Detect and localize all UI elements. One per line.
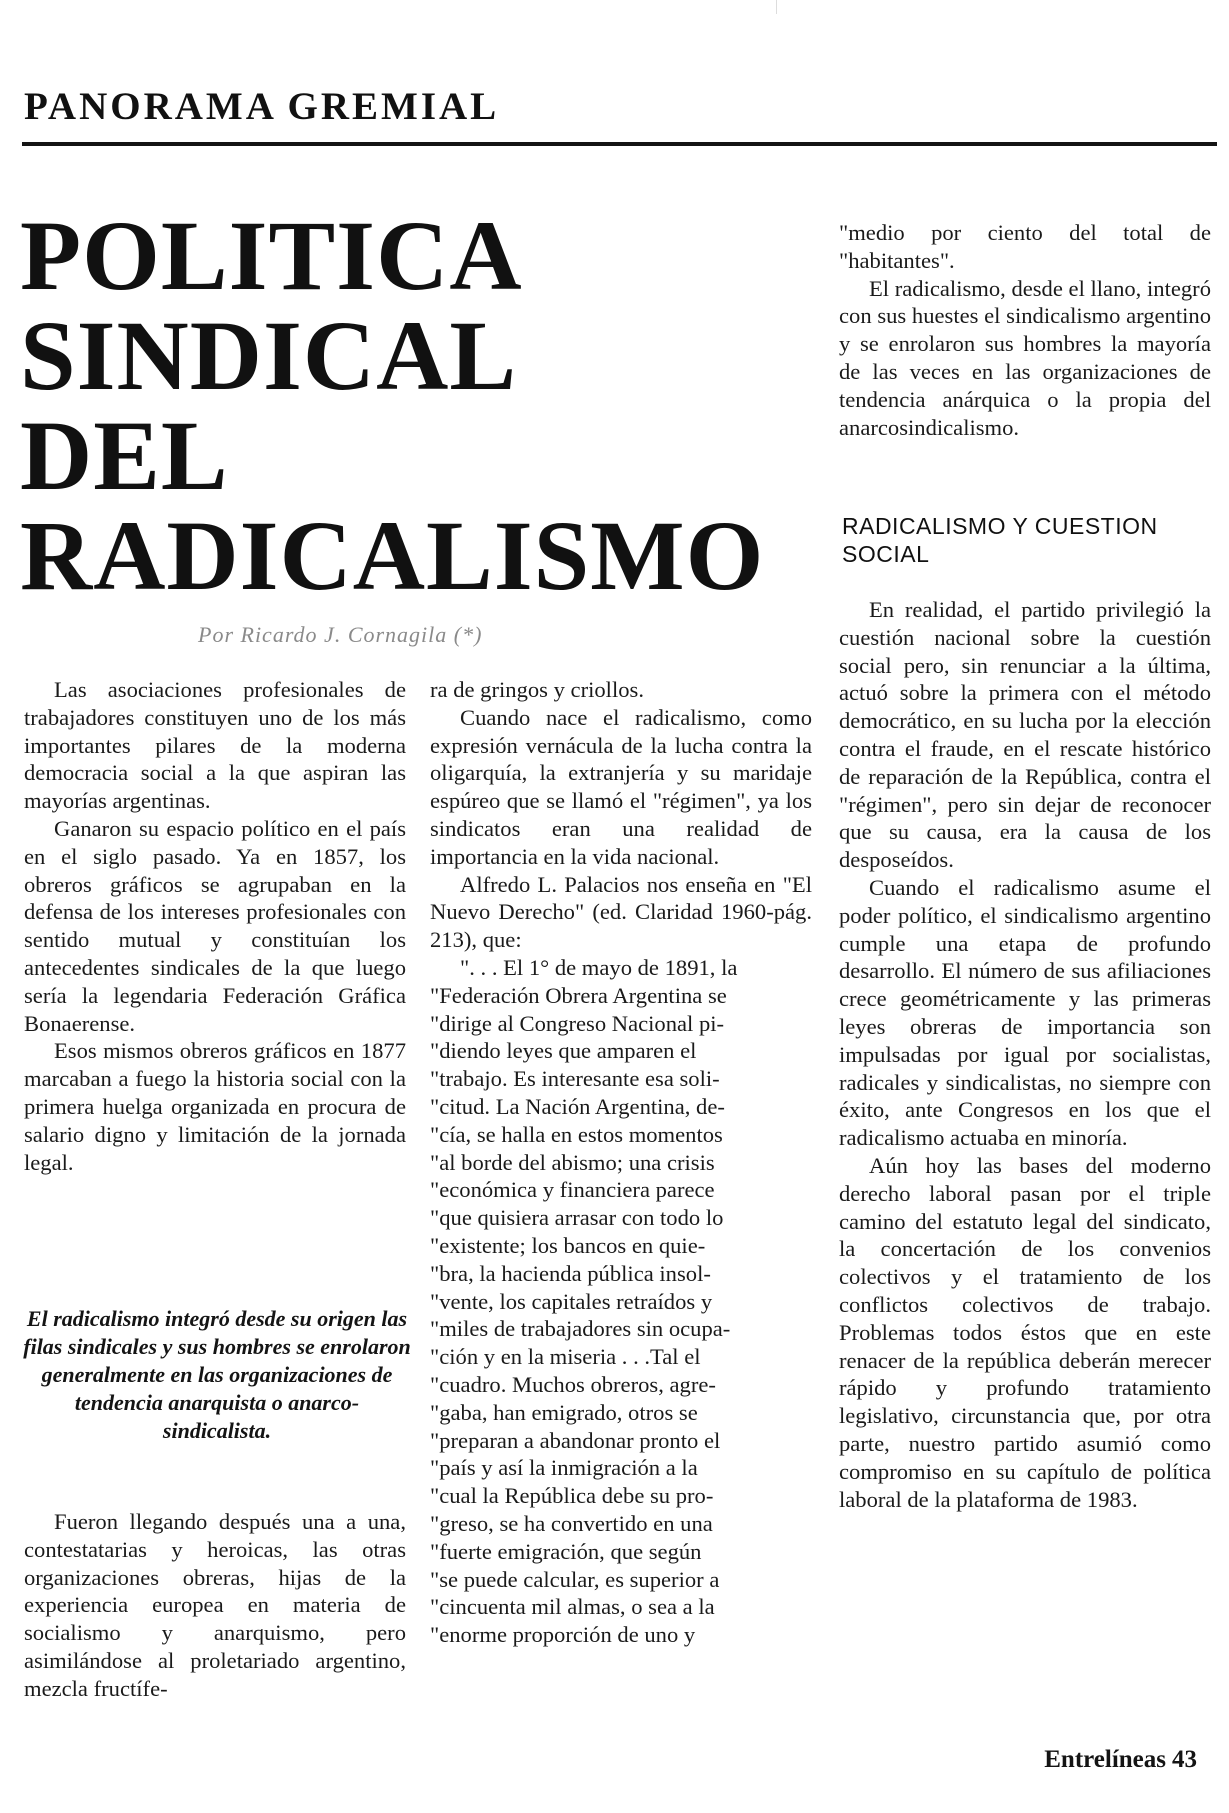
paragraph: Esos mismos obreros gráficos en 1877 marcaban a fuego la historia social con la primera huelga organizada en procura de salario digno y limitación de la jornada legal. [24, 1038, 406, 1175]
quote-line: "existente; los bancos en quie- [430, 1232, 706, 1258]
column-1-continued [24, 1508, 406, 1703]
quote-line: "cía, se halla en estos momentos [430, 1121, 723, 1147]
block-quote [430, 954, 812, 1649]
quote-line: "enorme proporción de uno y [430, 1622, 696, 1648]
quote-line: "diendo leyes que amparen el [430, 1038, 697, 1064]
quote-line: "fuerte emigración, que según [430, 1538, 702, 1564]
headline-line: POLITICA [20, 200, 523, 311]
quote-line: "greso, se ha convertido en una [430, 1510, 713, 1536]
paragraph: Aún hoy las bases del moderno derecho laboral pasan por el triple camino del estatuto legal del sindicato, la concertación de los convenios colectivos y el tratamiento de los conflictos colectivos de trabajo. Problemas todos éstos que en este renacer de la república deberán merecer rápido y profundo tratamiento legislativo, circunstancia que, por otra parte, nuestro partido asumió como compromiso en su capítulo de política laboral de la plataforma de 1983. [839, 1152, 1211, 1512]
author-byline: Por Ricardo J. Cornagila (*) [198, 622, 483, 647]
headline-line: RADICALISMO [20, 500, 765, 611]
column-3-continued [839, 596, 1211, 1513]
quote-line: ". . . El 1° de mayo de 1891, la [460, 954, 738, 980]
quote-line: "trabajo. Es interesante esa soli- [430, 1066, 720, 1092]
headline-line: SINDICAL [20, 300, 518, 411]
quote-line: "ción y en la miseria . . .Tal el [430, 1344, 701, 1370]
paragraph: Fueron llegando después una a una, contestatarias y heroicas, las otras organizaciones obreras, hijas de la experiencia europea en materia de socialismo y anarquismo, pero asimilándose al proletariado argentino, mezcla fructífe- [24, 1509, 406, 1701]
page-footer [1044, 1746, 1197, 1774]
paragraph: El radicalismo, desde el llano, integró con sus huestes el sindicalismo argentino y se enrolaron sus hombres la mayoría de las veces en las organizaciones de tendencia anárquica o la propia del anarcosindicalismo. [839, 275, 1211, 440]
paragraph: Cuando nace el radicalismo, como expresión vernácula de la lucha contra la oligarquía, la extranjería y su maridaje espúreo que se llamó el "régimen", ya los sindicatos eran una realidad de importancia en la vida nacional. [430, 704, 812, 869]
quote-line: "miles de trabajadores sin ocupa- [430, 1316, 731, 1342]
quote-line: "al borde del abismo; una crisis [430, 1149, 715, 1175]
page-number: 43 [1172, 1746, 1197, 1773]
header-rule [22, 142, 1217, 146]
quote-line: "gaba, han emigrado, otros se [430, 1399, 698, 1425]
quote-line: "se puede calcular, es superior a [430, 1566, 720, 1592]
column-1 [24, 676, 406, 1176]
publication-name: Entrelíneas [1044, 1746, 1166, 1773]
paragraph: Ganaron su espacio político en el país en el siglo pasado. Ya en 1857, los obreros gráficos se agrupaban en la defensa de los intereses profesionales con sentido mutual y constituían los antecedentes sindicales de la que luego sería la legendaria Federación Gráfica Bonaerense. [24, 815, 406, 1036]
quote-line: "preparan a abandonar pronto el [430, 1427, 721, 1453]
paragraph: En realidad, el partido privilegió la cuestión nacional sobre la cuestión social pero, sin renunciar a la última, actuó sobre la primera con el método democrático, en su lucha por la elección contra el fraude, en el rescate histórico de reparación de la República, contra el "régimen", pero sin dejar de reconocer que su causa, era la causa de los desposeídos. [839, 597, 1211, 873]
quote-line: "cincuenta mil almas, o sea a la [430, 1594, 715, 1620]
quote-line: "citud. La Nación Argentina, de- [430, 1093, 725, 1119]
paragraph: ra de gringos y criollos. [430, 677, 644, 702]
article-headline [20, 200, 840, 611]
scan-mark [776, 0, 777, 14]
quote-line: "bra, la hacienda pública insol- [430, 1260, 711, 1286]
column-2 [430, 676, 812, 1649]
column-3 [839, 219, 1211, 441]
paragraph: Alfredo L. Palacios nos enseña en "El Nuevo Derecho" (ed. Claridad 1960-pág. 213), que: [430, 871, 812, 953]
headline-line: DEL [20, 400, 229, 511]
quote-line: "vente, los capitales retraídos y [430, 1288, 713, 1314]
quote-line: "dirige al Congreso Nacional pi- [430, 1010, 725, 1036]
quote-line: "cuadro. Muchos obreros, agre- [430, 1371, 716, 1397]
paragraph: "medio por ciento del total de "habitantes". [839, 220, 1211, 273]
quote-line: "cual la República debe su pro- [430, 1483, 714, 1509]
quote-line: "que quisiera arrasar con todo lo [430, 1205, 724, 1231]
section-header: PANORAMA GREMIAL [24, 85, 500, 128]
paragraph: Cuando el radicalismo asume el poder político, el sindicalismo argentino cumple una etapa de profundo desarrollo. El número de sus afiliaciones crece geométricamente y las primeras leyes obreras de importancia son impulsadas por igual por socialistas, radicales y sindicalistas, no siempre con éxito, ante Congresos en los que el radicalismo actuaba en minoría. [839, 874, 1211, 1151]
paragraph: Las asociaciones profesionales de trabajadores constituyen uno de los más importantes pilares de la moderna democracia social a la que aspiran las mayorías argentinas. [24, 677, 406, 814]
quote-line: "país y así la inmigración a la [430, 1455, 698, 1481]
section-subheading: RADICALISMO Y CUESTION SOCIAL [842, 513, 1158, 567]
quote-line: "económica y financiera parece [430, 1177, 715, 1203]
pull-quote: El radicalismo integró desde su origen las filas sindicales y sus hombres se enrolaron generalmente en las organizaciones de tendencia anarquista o anarco-sindicalista. [23, 1306, 411, 1443]
quote-line: "Federación Obrera Argentina se [430, 982, 727, 1008]
